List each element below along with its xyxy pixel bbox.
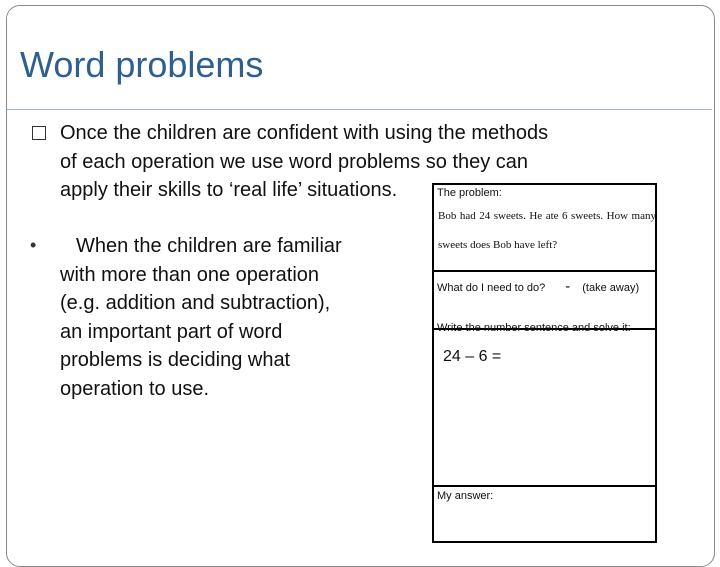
- answer-label: My answer:: [437, 490, 494, 502]
- bullet-2-text: [30, 232, 400, 403]
- worksheet-table: [432, 183, 657, 543]
- bullet-2-line-2: with more than one operation: [60, 263, 320, 286]
- dot-bullet-icon: •: [30, 235, 37, 255]
- slide-title: Word problems: [20, 44, 264, 85]
- worksheet-answer-row: [434, 487, 655, 547]
- number-sentence: 24 – 6 =: [443, 348, 502, 365]
- problem-text: Bob had 24 sweets. He ate 6 sweets. How many sweets does Bob have left?: [438, 210, 656, 251]
- bullet-2-line-3: (e.g. addition and subtraction),: [60, 292, 331, 314]
- bullet-2-line-1: When the children are familiar: [76, 235, 342, 257]
- title-divider: [7, 109, 712, 110]
- bullet-1-line-1: Once the children are confident with using the methods: [60, 122, 549, 144]
- checkbox-bullet-icon: [32, 126, 46, 140]
- bullet-1-line-2: of each operation we use word problems so they can: [60, 150, 529, 173]
- bullet-2-line-5: problems is deciding what: [60, 349, 291, 371]
- worksheet-problem-row: [434, 185, 655, 272]
- operation-text: [437, 279, 652, 296]
- operation-symbol: -: [565, 278, 571, 295]
- problem-label: The problem:: [437, 187, 502, 199]
- bullet-2-line-4: an important part of word: [60, 320, 283, 343]
- worksheet-sentence-row: [434, 322, 655, 487]
- what-to-do-label: What do I need to do?: [437, 282, 546, 294]
- operation-note: (take away): [582, 282, 640, 294]
- bullet-1-line-3: apply their skills to ‘real life’ situations.: [60, 179, 398, 201]
- bullet-point-2: [30, 232, 400, 403]
- bullet-2-line-6: operation to use.: [60, 377, 209, 400]
- sentence-label: Write the number sentence and solve it:: [437, 322, 631, 334]
